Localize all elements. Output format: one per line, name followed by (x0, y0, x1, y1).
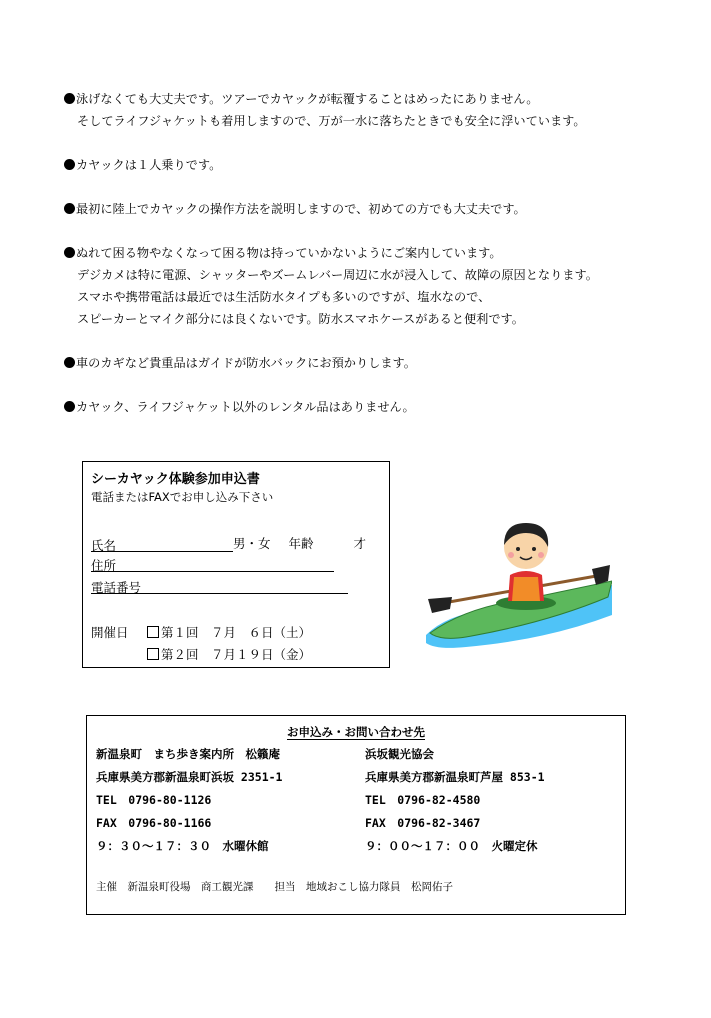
date-option[interactable]: 第１回 ７月 ６日（土） (147, 623, 311, 641)
note-item (64, 352, 674, 374)
gender-choice[interactable]: 男・女 (233, 536, 271, 551)
note-line: ぬれて困る物やなくなって困る物は持っていかないようにご案内しています。 (76, 246, 502, 260)
note-line: スマホや携帯電話は最近では生活防水タイプも多いのですが、塩水なので、 (77, 290, 491, 304)
name-row (91, 534, 366, 552)
address-field[interactable]: 住所 (91, 556, 334, 572)
form-subtitle: 電話またはFAXでお申し込み下さい (91, 490, 274, 504)
bullet-icon (64, 93, 75, 104)
name-field[interactable]: 氏名 (91, 536, 233, 552)
note-line: 泳げなくても大丈夫です。ツアーでカヤックが転覆することはめったにありません。 (76, 92, 539, 106)
age-unit: 才 (353, 536, 367, 551)
contact-box (86, 715, 626, 915)
association-address: 兵庫県美方郡新温泉町芦屋 853-1 (365, 770, 545, 784)
organizer-footer: 主催 新温泉町役場 商工観光課 担当 地域おこし協力隊員 松岡佑子 (96, 881, 453, 893)
association-fax: FAX 0796-82-3467 (365, 816, 481, 830)
application-form (82, 461, 390, 668)
note-line: デジカメは特に電源、シャッターやズームレバー周辺に水が浸入して、故障の原因となります。 (77, 268, 598, 282)
date-option[interactable]: 第２回 ７月１９日（金） (147, 645, 311, 663)
note-line: カヤックは１人乗りです。 (76, 158, 222, 172)
bullet-icon (64, 159, 75, 170)
note-line: そしてライフジャケットも着用しますので、万が一水に落ちたときでも安全に浮いています。 (77, 114, 586, 128)
note-line: スピーカーとマイク部分には良くないです。防水スマホケースがあると便利です。 (77, 312, 524, 326)
phone-field[interactable]: 電話番号 (91, 578, 348, 594)
office-address: 兵庫県美方郡新温泉町浜坂 2351-1 (96, 770, 283, 784)
address-row (91, 556, 334, 572)
office-fax: FAX 0796-80-1166 (96, 816, 212, 830)
association-tel: TEL 0796-82-4580 (365, 793, 481, 807)
office-tel: TEL 0796-80-1126 (96, 793, 212, 807)
phone-row (91, 578, 348, 594)
checkbox[interactable] (147, 648, 159, 660)
date-label: 開催日 (91, 625, 129, 640)
note-item (64, 242, 674, 330)
office-name: 新温泉町 まち歩き案内所 松籟庵 (96, 747, 280, 761)
note-item (64, 154, 674, 176)
association-hours: ９：００～１７：００ 火曜定休 (365, 839, 538, 853)
kayaker-illustration (426, 515, 612, 665)
paddle-blade-left (428, 597, 452, 613)
note-item (64, 396, 674, 418)
bullet-icon (64, 247, 75, 258)
note-line: カヤック、ライフジャケット以外のレンタル品はありません。 (76, 400, 415, 414)
checkbox[interactable] (147, 626, 159, 638)
note-item (64, 198, 674, 220)
age-label: 年齢 (288, 536, 314, 551)
bullet-icon (64, 203, 75, 214)
note-item (64, 88, 674, 132)
bullet-icon (64, 357, 75, 368)
notes-list (64, 88, 674, 440)
contact-heading: お申込み・お問い合わせ先 (287, 725, 425, 739)
office-hours: ９：３０～１７：３０ 水曜休館 (96, 839, 269, 853)
note-line: 車のカギなど貴重品はガイドが防水バックにお預かりします。 (76, 356, 416, 370)
form-title: シーカヤック体験参加申込書 (91, 472, 260, 487)
note-line: 最初に陸上でカヤックの操作方法を説明しますので、初めての方でも大丈夫です。 (76, 202, 526, 216)
bullet-icon (64, 401, 75, 412)
life-vest (512, 577, 540, 601)
association-name: 浜坂観光協会 (365, 747, 434, 761)
